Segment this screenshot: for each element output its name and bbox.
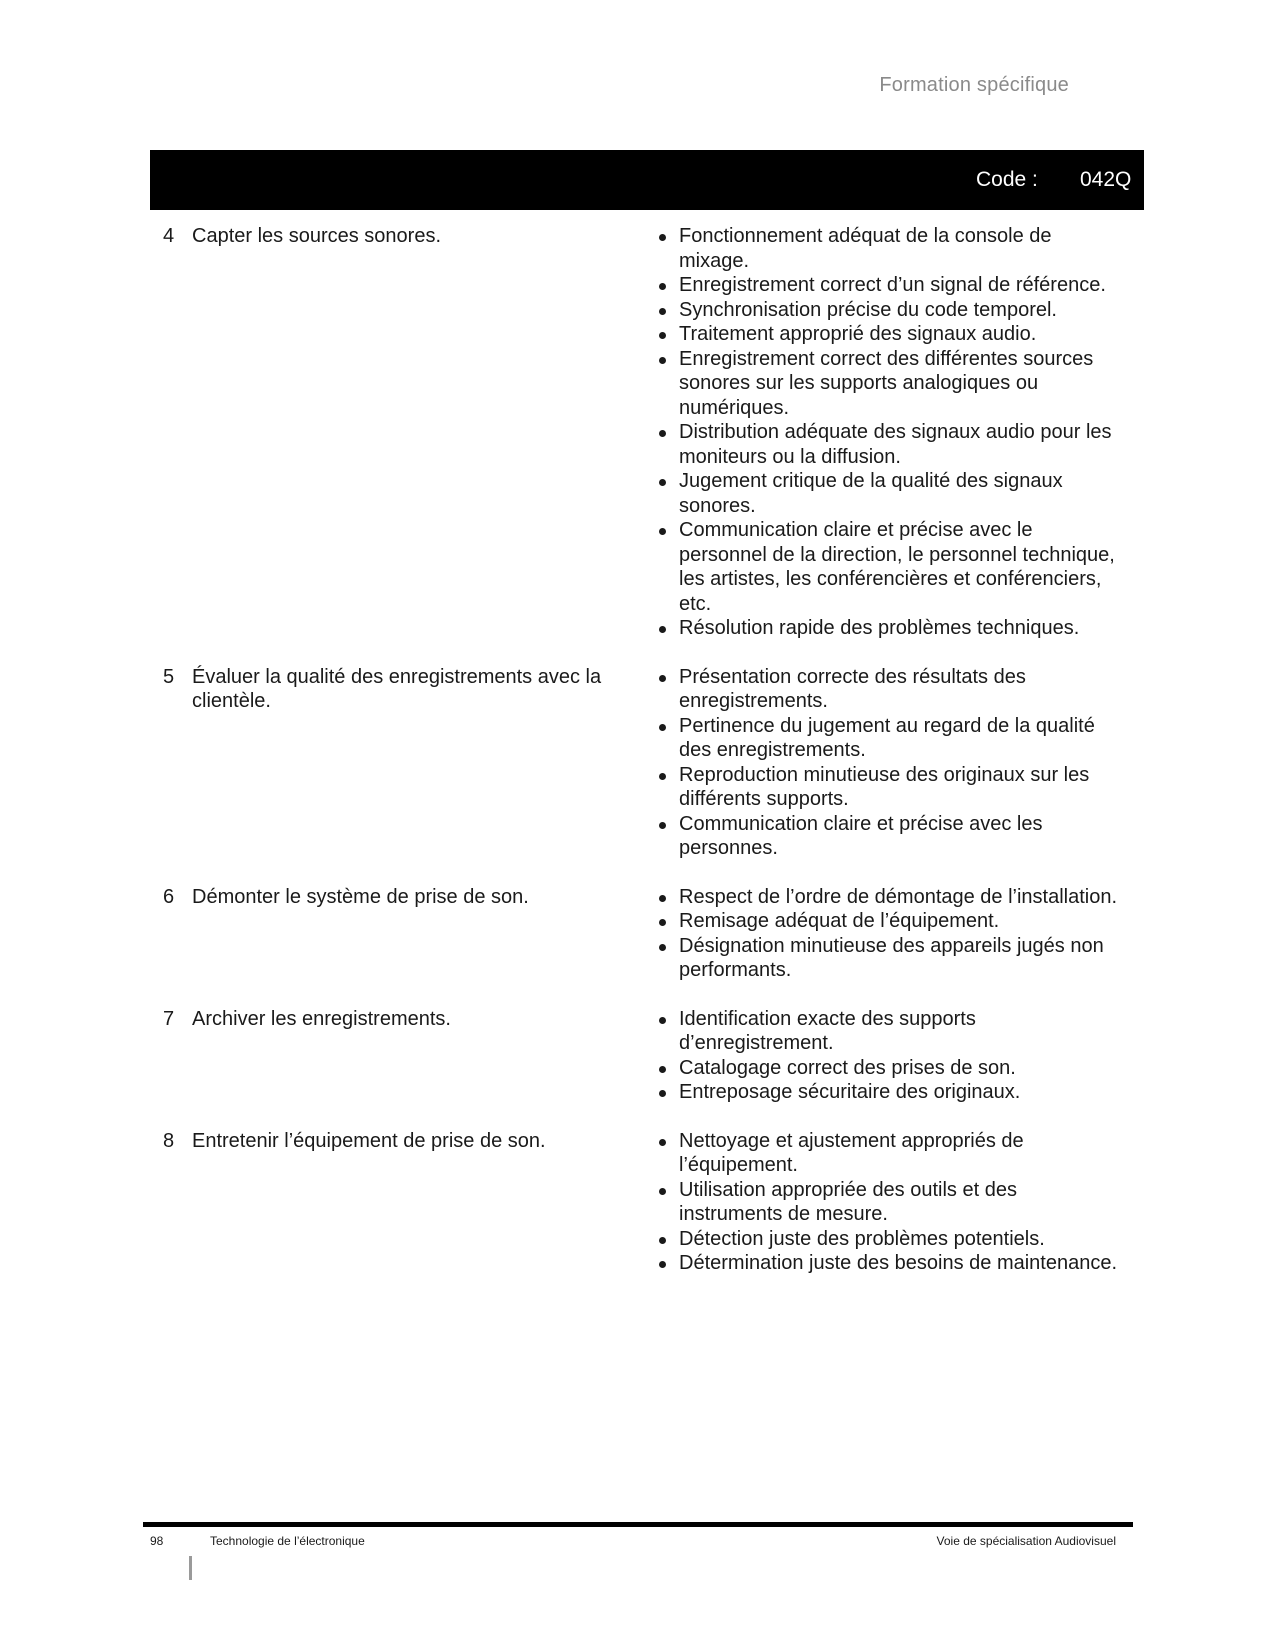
task-number: 7 (163, 1007, 175, 1030)
criteria-item: Remisage adéquat de l’équipement. (649, 909, 1123, 934)
criteria-item: Jugement critique de la qualité des signaux sonores. (649, 469, 1123, 518)
code-label: Code : (976, 168, 1038, 191)
task-cell (150, 224, 640, 641)
criteria-item: Entreposage sécuritaire des originaux. (649, 1080, 1123, 1105)
criteria-item: Utilisation appropriée des outils et des instruments de mesure. (649, 1178, 1123, 1227)
criteria-item: Communication claire et précise avec le personnel de la direction, le personnel technique, les artistes, les conférencières et conférenciers, etc. (649, 518, 1123, 616)
criteria-cell (640, 665, 1144, 861)
criteria-item: Nettoyage et ajustement appropriés de l’équipement. (649, 1129, 1123, 1178)
code-bar (150, 150, 1144, 210)
footer-right-text: Voie de spécialisation Audiovisuel (936, 1534, 1116, 1548)
criteria-item: Fonctionnement adéquat de la console de mixage. (649, 224, 1123, 273)
criteria-item: Communication claire et précise avec les personnes. (649, 812, 1123, 861)
table-row (150, 665, 1144, 861)
criteria-list (649, 224, 1144, 641)
criteria-list (649, 1129, 1144, 1276)
footer-page-number: 98 (150, 1534, 164, 1548)
criteria-item: Résolution rapide des problèmes techniques. (649, 616, 1123, 641)
criteria-item: Enregistrement correct d’un signal de référence. (649, 273, 1123, 298)
task-number: 5 (163, 665, 175, 688)
criteria-cell (640, 1007, 1144, 1105)
criteria-cell (640, 885, 1144, 983)
task-cell (150, 1129, 640, 1276)
criteria-item: Traitement approprié des signaux audio. (649, 322, 1123, 347)
table-row (150, 1129, 1144, 1276)
criteria-item: Reproduction minutieuse des originaux sur les différents supports. (649, 763, 1123, 812)
criteria-item: Pertinence du jugement au regard de la qualité des enregistrements. (649, 714, 1123, 763)
page-header-title: Formation spécifique (879, 74, 1069, 96)
criteria-list (649, 1007, 1144, 1105)
task-label: Capter les sources sonores. (192, 225, 442, 247)
criteria-item: Désignation minutieuse des appareils jugés non performants. (649, 934, 1123, 983)
revision-margin-mark (189, 1556, 192, 1580)
criteria-item: Identification exacte des supports d’enregistrement. (649, 1007, 1123, 1056)
criteria-cell (640, 224, 1144, 641)
criteria-item: Détection juste des problèmes potentiels. (649, 1227, 1123, 1252)
task-number: 8 (163, 1129, 175, 1152)
criteria-item: Synchronisation précise du code temporel. (649, 298, 1123, 323)
criteria-item: Respect de l’ordre de démontage de l’installation. (649, 885, 1123, 910)
task-cell (150, 1007, 640, 1105)
table-row (150, 224, 1144, 641)
criteria-list (649, 665, 1144, 861)
task-cell (150, 665, 640, 861)
task-label: Évaluer la qualité des enregistrements avec la clientèle. (192, 665, 602, 712)
criteria-item: Distribution adéquate des signaux audio pour les moniteurs ou la diffusion. (649, 420, 1123, 469)
task-label: Entretenir l’équipement de prise de son. (192, 1129, 546, 1152)
task-label: Démonter le système de prise de son. (192, 885, 529, 908)
criteria-item: Présentation correcte des résultats des enregistrements. (649, 665, 1123, 714)
task-cell (150, 885, 640, 983)
task-label: Archiver les enregistrements. (192, 1007, 451, 1030)
criteria-list (649, 885, 1144, 983)
code-value: 042Q (1080, 168, 1132, 191)
task-number: 6 (163, 885, 175, 908)
criteria-item: Enregistrement correct des différentes sources sonores sur les supports analogiques ou numériques. (649, 347, 1123, 421)
task-number: 4 (163, 225, 175, 247)
table-row (150, 1007, 1144, 1105)
table-row (150, 885, 1144, 983)
criteria-item: Catalogage correct des prises de son. (649, 1056, 1123, 1081)
criteria-item: Détermination juste des besoins de maintenance. (649, 1251, 1123, 1276)
competency-table (150, 224, 1144, 1276)
footer-rule (143, 1522, 1133, 1527)
criteria-cell (640, 1129, 1144, 1276)
footer-left-text: Technologie de l’électronique (210, 1534, 365, 1548)
